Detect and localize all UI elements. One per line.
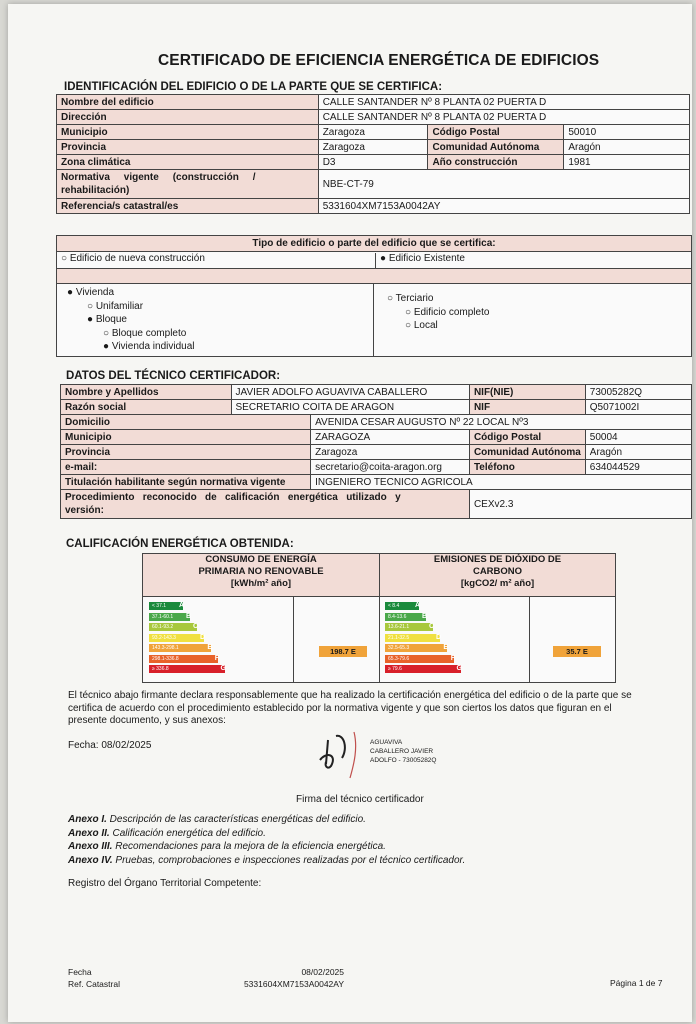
label: NIF bbox=[469, 400, 585, 415]
label: Provincia bbox=[57, 140, 319, 155]
rating-range: 37.1-60.1 bbox=[152, 613, 174, 620]
value: 634044529 bbox=[585, 460, 691, 475]
separator-band bbox=[57, 268, 691, 284]
rating-range: 298.1-336.8 bbox=[152, 655, 179, 662]
rating-range: < 37.1 bbox=[152, 603, 167, 609]
value: secretario@coita-aragon.org bbox=[311, 460, 470, 475]
anexo-number: Anexo IV. bbox=[68, 854, 113, 866]
rating-band-f bbox=[149, 655, 218, 663]
option-vivienda-individual: ● Vivienda individual bbox=[103, 341, 195, 352]
option-edificio-completo: ○ Edificio completo bbox=[405, 306, 490, 318]
label: Provincia bbox=[61, 445, 311, 460]
rating-letter: D bbox=[199, 633, 205, 641]
rating-range: 65.3-79.6 bbox=[388, 655, 410, 662]
rating-band-a bbox=[385, 602, 419, 610]
option-label: Vivienda bbox=[75, 287, 115, 298]
rating-letter: G bbox=[456, 665, 462, 672]
rating-letter: C bbox=[192, 623, 198, 630]
rating-band-b bbox=[149, 613, 190, 621]
option-bloque-completo: ○ Bloque completo bbox=[103, 327, 187, 339]
value: 1981 bbox=[564, 155, 690, 170]
value: Aragón bbox=[585, 445, 691, 460]
value: D3 bbox=[318, 155, 428, 170]
option-label: Local bbox=[413, 320, 438, 331]
option-existente: ● Edificio Existente bbox=[375, 253, 465, 268]
anexos-list bbox=[68, 813, 465, 867]
value: 5331604XM7153A0042AY bbox=[318, 199, 689, 214]
header-line: [kWh/m² año] bbox=[230, 578, 292, 589]
label: Código Postal bbox=[469, 430, 585, 445]
registro-label: Registro del Órgano Territorial Competente: bbox=[68, 878, 262, 889]
footer-label: Fecha bbox=[68, 967, 92, 977]
option-label: Unifamiliar bbox=[95, 300, 144, 312]
rating-range: 21.1-32.5 bbox=[388, 634, 410, 641]
footer-value: 08/02/2025 bbox=[301, 967, 344, 977]
page-number: Página 1 de 7 bbox=[610, 978, 663, 988]
rating-band-a bbox=[149, 602, 183, 610]
rating-letter: B bbox=[185, 612, 191, 620]
signature-mark bbox=[314, 730, 374, 782]
label: Nombre del edificio bbox=[57, 95, 319, 110]
option-local: ○ Local bbox=[405, 320, 438, 331]
option-label: Terciario bbox=[395, 293, 434, 304]
rating-letter: E bbox=[443, 644, 448, 651]
rating-letter: A bbox=[414, 602, 420, 609]
paragraph-line: El técnico abajo firmante declara responsablemente que ha realizado la certificación energética del edificio o de la parte que se bbox=[68, 690, 632, 701]
value: JAVIER ADOLFO AGUAVIVA CABALLERO bbox=[231, 385, 469, 400]
section-heading-calificacion: CALIFICACIÓN ENERGÉTICA OBTENIDA: bbox=[66, 538, 294, 550]
anexo-text: Recomendaciones para la mejora de la eficiencia energética. bbox=[112, 841, 386, 852]
option-nueva: ○ Edificio de nueva construcción bbox=[61, 253, 205, 264]
header-line: EMISIONES DE DIÓXIDO DE bbox=[433, 554, 562, 565]
rating-letter: G bbox=[220, 665, 226, 672]
identificacion-table bbox=[56, 94, 690, 214]
anexo-text: Descripción de las características energéticas del edificio. bbox=[106, 814, 366, 825]
label: NIF(NIE) bbox=[469, 385, 585, 400]
rating-band-d bbox=[385, 634, 440, 642]
divider bbox=[293, 596, 294, 682]
rating-letter: B bbox=[421, 612, 427, 620]
anexo-number: Anexo III. bbox=[68, 841, 113, 852]
rating-range: 13.6-21.1 bbox=[388, 624, 410, 630]
section-heading-tecnico: DATOS DEL TÉCNICO CERTIFICADOR: bbox=[66, 370, 281, 382]
divider bbox=[373, 283, 374, 356]
value: CALLE SANTANDER Nº 8 PLANTA 02 PUERTA D bbox=[318, 95, 689, 110]
rating-band-d bbox=[149, 634, 204, 642]
rating-band-e bbox=[149, 644, 211, 652]
option-label: Bloque bbox=[95, 314, 127, 325]
value: CALLE SANTANDER Nº 8 PLANTA 02 PUERTA D bbox=[318, 110, 689, 125]
tipo-edificio-box bbox=[56, 235, 692, 357]
label: Municipio bbox=[61, 430, 311, 445]
rating-letter: D bbox=[435, 633, 441, 641]
fecha-label: Fecha: 08/02/2025 bbox=[68, 740, 152, 751]
footer-value: 5331604XM7153A0042AY bbox=[243, 979, 344, 989]
label: Titulación habilitante según normativa vigente bbox=[61, 475, 311, 490]
signature-line: AGUAVIVA bbox=[370, 739, 403, 746]
label-line: Normativa vigente (construcción / bbox=[61, 172, 256, 183]
consumo-rating-arrow: 198.7 E bbox=[319, 646, 367, 657]
consumo-header bbox=[143, 554, 380, 597]
rating-range: 32.5-65.3 bbox=[388, 645, 410, 651]
emisiones-header bbox=[380, 554, 615, 597]
option-label: Edificio Existente bbox=[388, 253, 465, 264]
label: Razón social bbox=[61, 400, 232, 415]
certificate-page bbox=[8, 4, 692, 1022]
header-line: PRIMARIA NO RENOVABLE bbox=[198, 566, 324, 577]
rating-band-e bbox=[385, 644, 447, 652]
value: AVENIDA CESAR AUGUSTO Nº 22 LOCAL Nº3 bbox=[311, 415, 692, 430]
value: 50004 bbox=[585, 430, 691, 445]
header-line: CONSUMO DE ENERGÍA bbox=[205, 554, 317, 565]
value: Aragón bbox=[564, 140, 690, 155]
label: Año construcción bbox=[428, 155, 564, 170]
value: 50010 bbox=[564, 125, 690, 140]
value: SECRETARIO COITA DE ARAGON bbox=[231, 400, 469, 415]
label bbox=[57, 170, 319, 199]
value: ZARAGOZA bbox=[311, 430, 470, 445]
emisiones-rating-arrow: 35.7 E bbox=[553, 646, 601, 657]
rating-range: 60.1-93.2 bbox=[152, 624, 174, 630]
footer-label: Ref. Catastral bbox=[68, 979, 120, 989]
value: CEXv2.3 bbox=[469, 490, 691, 519]
value: Zaragoza bbox=[311, 445, 470, 460]
value: 73005282Q bbox=[585, 385, 691, 400]
anexo-item bbox=[68, 813, 465, 827]
rating-band-b bbox=[385, 613, 426, 621]
paragraph-line: presente documento, y sus anexos: bbox=[68, 715, 226, 726]
signature-line: ADOLFO - 73005282Q bbox=[370, 757, 437, 764]
energy-rating-chart bbox=[142, 553, 616, 683]
value: INGENIERO TECNICO AGRICOLA bbox=[311, 475, 692, 490]
rating-letter: F bbox=[214, 654, 219, 662]
rating-letter: C bbox=[428, 623, 434, 630]
rating-band-c bbox=[149, 623, 197, 631]
rating-range: < 8.4 bbox=[388, 603, 400, 609]
rating-range: 8.4-13.6 bbox=[388, 613, 407, 620]
tecnico-table bbox=[60, 384, 692, 519]
declaracion-text bbox=[68, 690, 632, 728]
option-vivienda: ● Vivienda bbox=[67, 287, 115, 298]
label: Nombre y Apellidos bbox=[61, 385, 232, 400]
value: Zaragoza bbox=[318, 125, 428, 140]
label: Dirección bbox=[57, 110, 319, 125]
anexo-item bbox=[68, 854, 465, 868]
signature-line: CABALLERO JAVIER bbox=[370, 748, 434, 755]
label: e-mail: bbox=[61, 460, 311, 475]
option-label: Vivienda individual bbox=[111, 341, 195, 352]
section-heading-identificacion: IDENTIFICACIÓN DEL EDIFICIO O DE LA PARTE QUE SE CERTIFICA: bbox=[64, 81, 443, 93]
rating-letter: E bbox=[207, 644, 212, 651]
label: Municipio bbox=[57, 125, 319, 140]
option-unifamiliar: ○ Unifamiliar bbox=[87, 300, 144, 312]
rating-range: ≥ 79.6 bbox=[388, 666, 402, 672]
anexo-number: Anexo II. bbox=[68, 827, 110, 839]
tipo-heading: Tipo de edificio o parte del edificio que se certifica: bbox=[57, 236, 691, 252]
rating-range: 143.3-298.1 bbox=[152, 645, 179, 651]
label bbox=[61, 490, 470, 519]
footer-labels bbox=[68, 966, 120, 990]
label-line: Procedimiento reconocido de calificación energética utilizado y bbox=[65, 492, 401, 503]
anexo-item bbox=[68, 840, 465, 854]
firma-label: Firma del técnico certificador bbox=[296, 794, 424, 805]
page-title: CERTIFICADO DE EFICIENCIA ENERGÉTICA DE EDIFICIOS bbox=[158, 52, 600, 69]
digital-signature-text bbox=[370, 738, 436, 765]
rating-letter: F bbox=[450, 654, 455, 662]
rating-range: ≥ 336.8 bbox=[152, 666, 169, 672]
value: Zaragoza bbox=[318, 140, 428, 155]
vivienda-options bbox=[67, 286, 194, 354]
label: Código Postal bbox=[428, 125, 564, 140]
label: Zona climática bbox=[57, 155, 319, 170]
option-bloque: ● Bloque bbox=[87, 314, 127, 325]
rating-band-c bbox=[385, 623, 433, 631]
rating-range: 93.2-143.3 bbox=[152, 634, 176, 641]
rating-letter: A bbox=[178, 602, 184, 609]
label: Teléfono bbox=[469, 460, 585, 475]
anexo-text: Calificación energética del edificio. bbox=[109, 827, 266, 839]
label: Referencia/s catastral/es bbox=[57, 199, 319, 214]
paragraph-line: certifica de acuerdo con el procedimiento establecido por la normativa vigente y que son ciertos los datos que figuran en el bbox=[68, 702, 612, 714]
option-label: Bloque completo bbox=[111, 327, 187, 339]
label-line: versión: bbox=[65, 505, 104, 516]
label: Comunidad Autónoma bbox=[469, 445, 585, 460]
terciario-options bbox=[387, 292, 489, 333]
rating-band-g bbox=[385, 665, 461, 673]
anexo-text: Pruebas, comprobaciones e inspecciones realizadas por el técnico certificador. bbox=[112, 854, 466, 866]
anexo-item bbox=[68, 827, 465, 841]
label: Domicilio bbox=[61, 415, 311, 430]
anexo-number: Anexo I. bbox=[68, 814, 107, 825]
header-line: CARBONO bbox=[472, 566, 523, 577]
value: Q5071002I bbox=[585, 400, 691, 415]
label: Comunidad Autónoma bbox=[428, 140, 564, 155]
divider bbox=[379, 596, 380, 682]
label-line: rehabilitación) bbox=[61, 185, 130, 196]
value: NBE-CT-79 bbox=[318, 170, 689, 199]
option-terciario: ○ Terciario bbox=[387, 293, 434, 304]
footer-values bbox=[234, 966, 344, 990]
rating-band-f bbox=[385, 655, 454, 663]
divider bbox=[529, 596, 530, 682]
header-line: [kgCO2/ m² año] bbox=[460, 578, 535, 589]
rating-band-g bbox=[149, 665, 225, 673]
option-label: Edificio completo bbox=[413, 306, 490, 318]
option-label: Edificio de nueva construcción bbox=[69, 253, 205, 264]
